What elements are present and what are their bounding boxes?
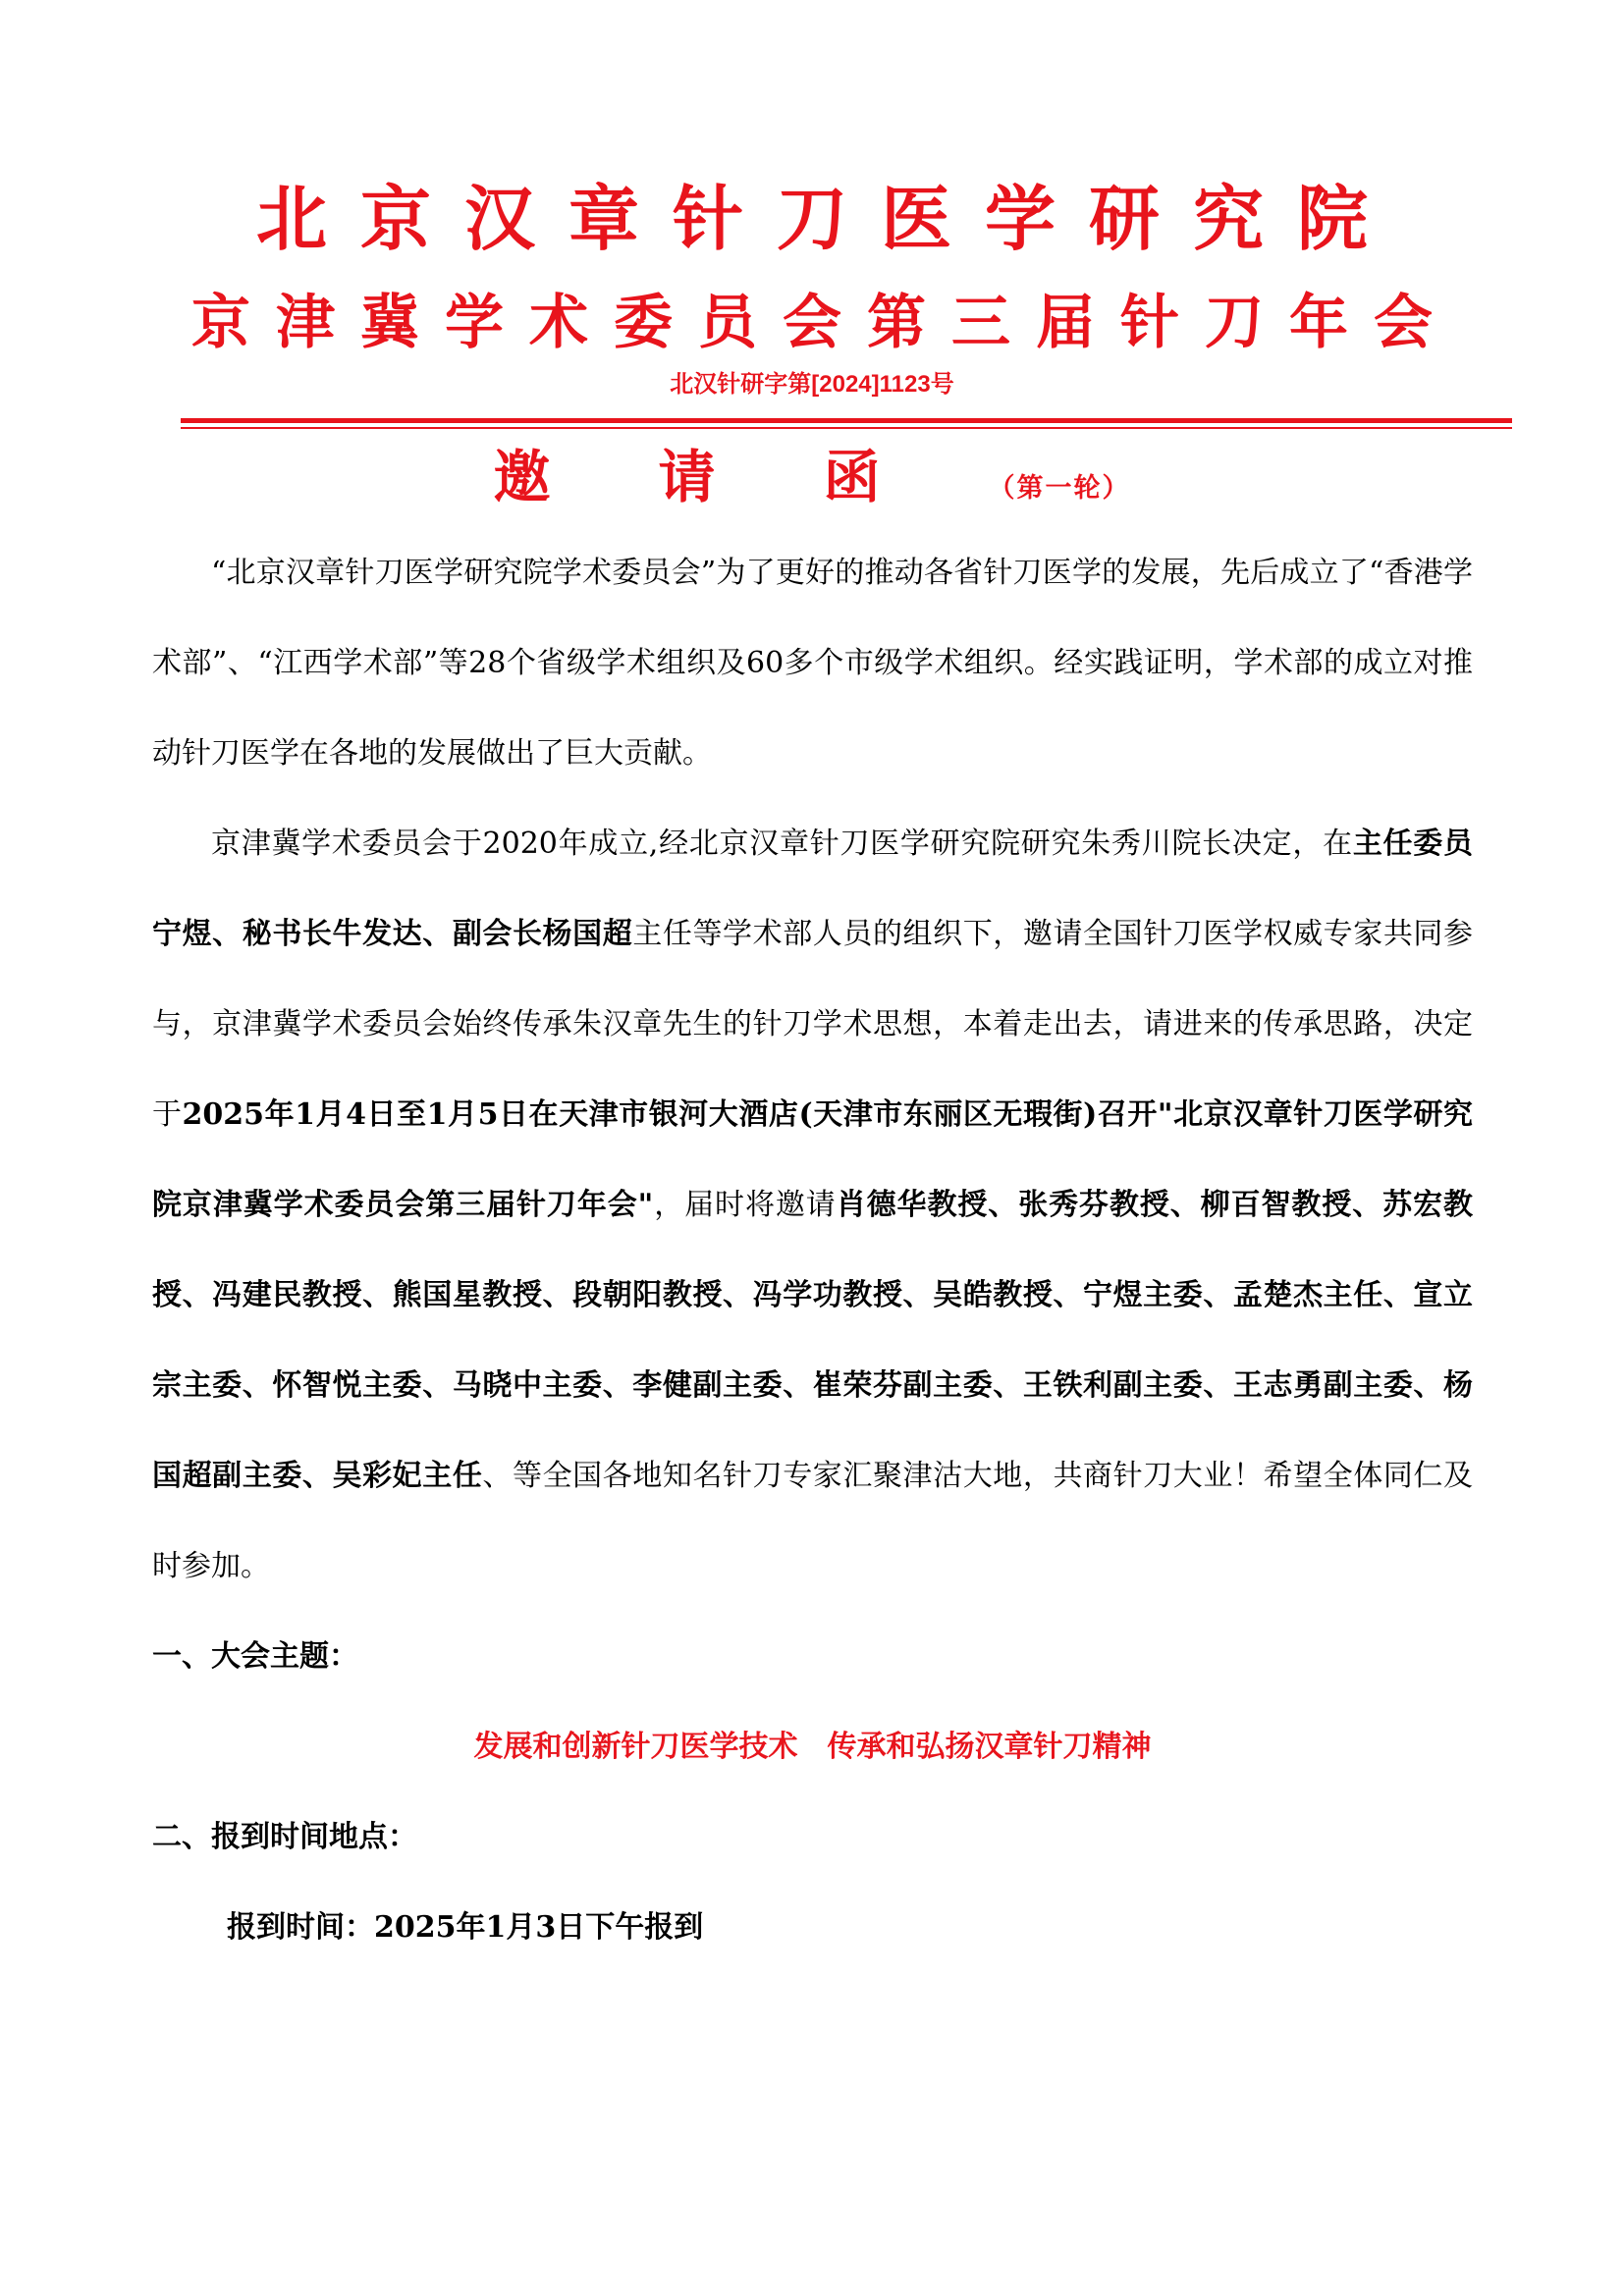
header-thick-rule — [181, 418, 1512, 423]
section-theme-heading: 一、大会主题： — [152, 1639, 358, 1674]
invitation-round: （第一轮） — [988, 473, 1131, 504]
institute-title: 北京汉章针刀医学研究院 — [255, 177, 1401, 260]
paragraph2-text-3: 主任等学术部人员的组织下，邀请全国针刀医学权威专家共同参与，京津冀学术委员会始终传承朱汉章先生的针刀学术思想，本着走出去，请进来的传承思路，决定于 — [152, 917, 1474, 1132]
letter-body — [152, 528, 1473, 1973]
letter-heading — [0, 438, 1624, 531]
conference-theme: 发展和创新针刀医学技术 传承和弘扬汉章针刀精神 — [473, 1730, 1152, 1764]
header-thin-rule — [181, 427, 1512, 429]
registration-time: 报到时间：2025年1月3日下午报到 — [227, 1910, 704, 1945]
conference-paragraph — [152, 799, 1473, 1612]
section-registration-heading: 二、报到时间地点： — [152, 1820, 417, 1854]
experts-bold: 肖德华教授、张秀芬教授、柳百智教授、苏宏教授、冯建民教授、熊国星教授、段朝阳教授、冯学功教授、吴皓教授、宁煜主委、孟楚杰主任、宣立宗主委、怀智悦主委、马晓中主委、李健副主委、崔荣芬副主委、王铁利副主委、王志勇副主委、杨国超副主委、吴彩妃主任 — [152, 1188, 1474, 1493]
document-number: 北汉针研字第[2024]1123号 — [670, 371, 954, 398]
paragraph2-text-5: ，届时将邀请 — [653, 1188, 837, 1222]
paragraph2-text-1: 京津冀学术委员会于2020年成立,经北京汉章针刀医学研究院研究朱秀川院长决定，在 — [211, 827, 1353, 861]
organizers-bold: 主任委员宁煜、秘书长牛发达、副会长杨国超 — [152, 827, 1473, 951]
paragraph2-text-7: 、等全国各地知名针刀专家汇聚津沽大地，共商针刀大业！希望全体同仁及时参加。 — [152, 1459, 1474, 1583]
invitation-title: 邀请函 — [493, 444, 989, 510]
date-venue-bold: 2025年1月4日至1月5日在天津市银河大酒店(天津市东丽区无瑕街)召开"北京汉章针刀医学研究院京津冀学术委员会第三届针刀年会" — [152, 1097, 1473, 1222]
intro-paragraph: “北京汉章针刀医学研究院学术委员会”为了更好的推动各省针刀医学的发展，先后成立了“香港学术部”、“江西学术部”等28个省级学术组织及60多个市级学术组织。经实践证明，学术部的成立对推动针刀医学在各地的发展做出了巨大贡献。 — [152, 556, 1473, 771]
conference-title: 京津冀学术委员会第三届针刀年会 — [191, 289, 1458, 357]
